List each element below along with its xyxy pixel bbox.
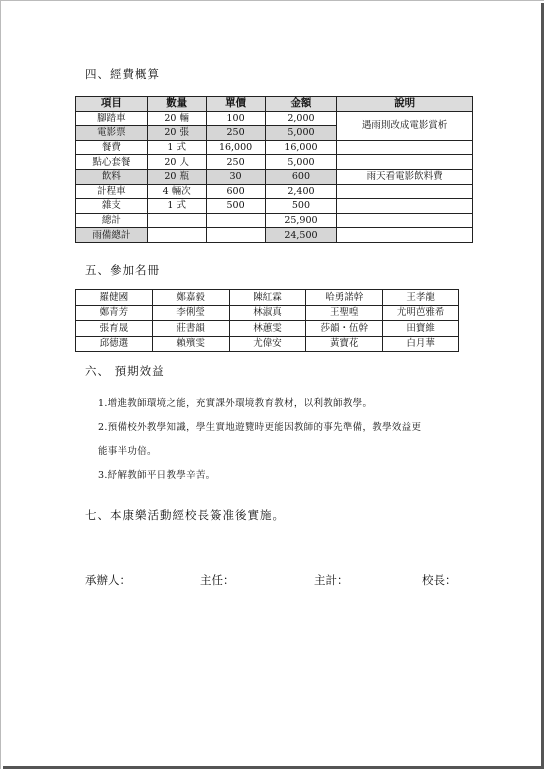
section5-heading: 五、參加名冊 xyxy=(85,263,160,277)
cell-price: 600 xyxy=(206,184,265,199)
cell-item: 計程車 xyxy=(76,184,148,199)
header-item: 項目 xyxy=(76,97,148,112)
cell-note-empty xyxy=(337,155,473,170)
cell-qty: 20 張 xyxy=(147,126,206,141)
cell-price: 250 xyxy=(206,155,265,170)
page-border-left xyxy=(0,0,1,769)
name-cell: 王聖喤 xyxy=(306,305,383,321)
cell-note-empty xyxy=(337,228,473,243)
name-cell: 尤偉安 xyxy=(229,336,306,352)
header-qty: 數量 xyxy=(147,97,206,112)
table-row xyxy=(76,321,459,337)
cell-item: 雜支 xyxy=(76,199,148,214)
cell-amount: 16,000 xyxy=(265,140,337,155)
cell-note-empty xyxy=(337,199,473,214)
cell-price: 100 xyxy=(206,111,265,126)
name-cell: 王孝龍 xyxy=(383,290,459,306)
name-cell: 田寶維 xyxy=(383,321,459,337)
name-cell: 李俐瑩 xyxy=(152,305,229,321)
signature-handler: 承辦人： xyxy=(85,573,131,587)
signature-principal: 校長： xyxy=(422,573,457,587)
page-shadow-right xyxy=(541,3,544,769)
cell-item: 飲料 xyxy=(76,169,148,184)
table-row xyxy=(76,305,459,321)
participant-table xyxy=(75,289,459,352)
budget-header-row xyxy=(76,97,473,112)
cell-qty xyxy=(147,228,206,243)
benefit-item-2: 2.預備校外教學知識，學生實地遊覽時更能因教師的事先準備，教學效益更 xyxy=(98,422,422,433)
cell-qty: 4 輛次 xyxy=(147,184,206,199)
header-amount: 金額 xyxy=(265,97,337,112)
name-cell: 陳紅霖 xyxy=(229,290,306,306)
name-cell: 邱德選 xyxy=(76,336,153,352)
name-cell: 羅健國 xyxy=(76,290,153,306)
table-row-total xyxy=(76,213,473,228)
table-row xyxy=(76,199,473,214)
table-row xyxy=(76,184,473,199)
cell-amount: 25,900 xyxy=(265,213,337,228)
cell-qty: 20 人 xyxy=(147,155,206,170)
signature-director: 主任： xyxy=(200,573,235,587)
page-shadow-bottom xyxy=(3,766,544,769)
name-cell: 哈勇諾幹 xyxy=(306,290,383,306)
cell-price: 16,000 xyxy=(206,140,265,155)
budget-table xyxy=(75,96,473,243)
name-cell: 林蕙雯 xyxy=(229,321,306,337)
cell-qty: 20 輛 xyxy=(147,111,206,126)
cell-price: 500 xyxy=(206,199,265,214)
benefit-item-2-cont: 能事半功倍。 xyxy=(98,446,157,457)
cell-note-rain-movie: 遇雨則改成電影賞析 xyxy=(337,111,473,140)
cell-qty: 20 瓶 xyxy=(147,169,206,184)
name-cell: 黃寶花 xyxy=(306,336,383,352)
table-row xyxy=(76,169,473,184)
cell-price: 30 xyxy=(206,169,265,184)
benefit-item-1: 1.增進教師環境之能，充實課外環境教育教材，以利教師教學。 xyxy=(98,398,373,409)
cell-item: 總計 xyxy=(76,213,148,228)
cell-qty: 1 式 xyxy=(147,140,206,155)
cell-amount: 500 xyxy=(265,199,337,214)
section6-heading: 六、 預期效益 xyxy=(85,364,165,378)
cell-note-empty xyxy=(337,184,473,199)
cell-price xyxy=(206,213,265,228)
cell-amount: 600 xyxy=(265,169,337,184)
name-cell: 張育晟 xyxy=(76,321,153,337)
cell-amount: 2,000 xyxy=(265,111,337,126)
table-row xyxy=(76,140,473,155)
name-cell: 莊書韻 xyxy=(152,321,229,337)
name-cell: 鄭青芳 xyxy=(76,305,153,321)
cell-note-rain-drink: 雨天看電影飲料費 xyxy=(337,169,473,184)
benefit-item-3: 3.紓解教師平日教學辛苦。 xyxy=(98,470,216,481)
cell-qty: 1 式 xyxy=(147,199,206,214)
cell-item: 餐費 xyxy=(76,140,148,155)
section4-heading: 四、經費概算 xyxy=(85,67,160,81)
cell-amount: 2,400 xyxy=(265,184,337,199)
table-row xyxy=(76,290,459,306)
cell-price xyxy=(206,228,265,243)
cell-amount: 5,000 xyxy=(265,126,337,141)
table-row xyxy=(76,111,473,126)
cell-qty xyxy=(147,213,206,228)
cell-amount: 5,000 xyxy=(265,155,337,170)
name-cell: 鄭嘉毅 xyxy=(152,290,229,306)
signature-accountant: 主計： xyxy=(314,573,349,587)
cell-item: 電影票 xyxy=(76,126,148,141)
header-price: 單價 xyxy=(206,97,265,112)
cell-item: 雨備總計 xyxy=(76,228,148,243)
section7-heading: 七、本康樂活動經校長簽准後實施。 xyxy=(85,508,285,522)
cell-amount: 24,500 xyxy=(265,228,337,243)
cell-note-empty xyxy=(337,213,473,228)
name-cell: 白月華 xyxy=(383,336,459,352)
cell-note-empty xyxy=(337,140,473,155)
page-border-top xyxy=(0,0,544,1)
header-note: 說明 xyxy=(337,97,473,112)
cell-item: 腳踏車 xyxy=(76,111,148,126)
table-row xyxy=(76,155,473,170)
name-cell: 林淑真 xyxy=(229,305,306,321)
name-cell: 莎韻・伍幹 xyxy=(306,321,383,337)
name-cell: 尤明芭雅希 xyxy=(383,305,459,321)
cell-price: 250 xyxy=(206,126,265,141)
table-row-rain-total xyxy=(76,228,473,243)
cell-item: 點心套餐 xyxy=(76,155,148,170)
table-row xyxy=(76,336,459,352)
name-cell: 賴殯雯 xyxy=(152,336,229,352)
